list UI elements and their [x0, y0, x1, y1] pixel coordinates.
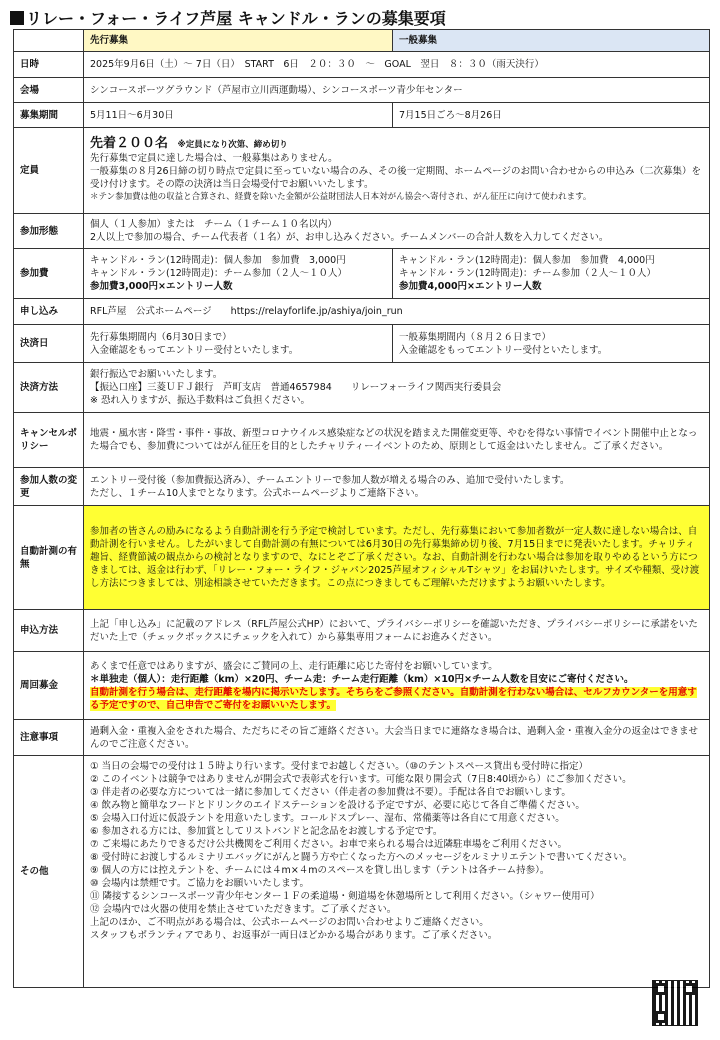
qr-finder-icon: [655, 1011, 667, 1023]
capacity-value: [84, 128, 710, 214]
venue-value: シンコースポーツグラウンド（芦屋市立川西運動場）、シンコースポーツ青少年センター: [84, 78, 710, 103]
recruitment-table: [13, 29, 710, 988]
fee-general-line2: キャンドル・ラン(12時間走)：チーム参加（２人～１０人）: [399, 268, 657, 279]
other-label: その他: [14, 756, 84, 988]
procedure-label: 申込方法: [14, 610, 84, 652]
other-item: ⑤ 会場入口付近に仮設テントを用意いたします。コールドスプレー、湿布、常備薬等は各自にて用意ください。: [90, 813, 565, 824]
header-early: 先行募集: [84, 30, 393, 52]
period-general: 7月15日ごろ～8月26日: [393, 103, 710, 128]
method-label: 決済方法: [14, 363, 84, 413]
notes-label: 注意事項: [14, 720, 84, 756]
date-label: 日時: [14, 52, 84, 78]
donation-value: [84, 652, 710, 720]
fee-early-line1: キャンドル・ラン(12時間走)：個人参加 参加費 3,000円: [90, 255, 346, 266]
settle-early-line1: 先行募集期間内（6月30日まで）: [90, 331, 232, 343]
cancel-value: 地震・風水害・降雪・事件・事故、新型コロナウイルス感染症などの状況を踏まえた開催変更等、やむを得ない事情でイベント開催中止となった場合でも、参加費についてはがん征圧を目的としたチャリティーイベントのため、原則として返金はいたしません。ご了承ください。: [84, 413, 710, 468]
other-item: ⑧ 受付時にお渡しするルミナリエバッグにがんと闘う方や亡くなった方へのメッセージをルミナリエテントで書いてください。: [90, 852, 633, 863]
settle-label: 決済日: [14, 325, 84, 363]
other-item: ① 当日の会場での受付は１５時より行います。受付までお越しください。（⑩のテントスペース貸出も受付時に指定）: [90, 761, 588, 772]
change-line2: ただし、１チーム10人までとなります。公式ホームページよりご連絡下さい。: [90, 487, 425, 499]
fee-general: [393, 249, 710, 299]
form-label: 参加形態: [14, 214, 84, 249]
change-label: 参加人数の変更: [14, 468, 84, 506]
timing-value: 参加者の皆さんの励みになるよう自動計測を行う予定で検討しています。ただし、先行募集において参加者数が一定人数に達しない場合は、自動計測を行いません。したがいまして自動計測の有無については6月30日の先行募集締め切り後、7月15日までに発表いたします。チャリティ趣旨、経費節減の観点からの検討となりますので、なにとぞご了承ください。なお、自動計測を行わない場合は参加を取りやめるという方につきましては、返金は行わず、「リレー・フォー・ライフ・ジャパン2025芦屋オフィシャルTシャツ」をお届けいたします。サイズや種類、受け渡し方法につきましては、別途相談させていただきます。この点につきましてもご理解いただけますようお願いいたします。: [84, 506, 710, 610]
page-title: [10, 6, 446, 29]
venue-label: 会場: [14, 78, 84, 103]
capacity-line2: 先行募集で定員に達した場合は、一般募集はありません。: [90, 153, 338, 164]
method-line1: 銀行振込でお願いいたします。: [90, 369, 223, 380]
other-item: ⑩ 会場内は禁煙です。ご協力をお願いいたします。: [90, 878, 310, 889]
donation-label: 周回募金: [14, 652, 84, 720]
date-value: 2025年9月6日（土）～ 7日（日） START 6日 ２０：３０ ～ GOAL 翌日 ８：３０（雨天決行）: [84, 52, 710, 78]
notes-value: 過剰入金・重複入金をされた場合、ただちにその旨ご連絡ください。大会当日までに連絡なき場合は、過剰入金・重複入金分の返金はできませんのでご注意ください。: [84, 720, 710, 756]
other-item: ⑨ 個人の方には控えテントを、チームには４m×４mのスペースを貸し出します（テントは各チーム持参）。: [90, 865, 550, 876]
other-item: スタッフもボランティアであり、お返事が一両日ほどかかる場合があります。ご了承ください。: [90, 930, 498, 941]
settle-early: [84, 325, 393, 363]
other-item: ⑫ 会場内では火器の使用を禁止させていただきます。ご了承ください。: [90, 904, 397, 915]
capacity-headline: 先着２００名: [90, 136, 169, 151]
fee-general-line3: 参加費4,000円×エントリー人数: [399, 281, 542, 292]
other-item: ⑥ 参加される方には、参加賞としてリストバンドと記念品をお渡しする予定です。: [90, 826, 443, 837]
other-list: [90, 760, 703, 942]
qr-finder-icon: [683, 983, 695, 995]
fee-early-line2: キャンドル・ラン(12時間走)：チーム参加（２人～１０人）: [90, 268, 348, 279]
other-item: ⑪ 隣接するシンコースポーツ青少年センター１Ｆの柔道場・剣道場を休憩場所として利用ください。（シャワー使用可）: [90, 891, 600, 902]
change-value: [84, 468, 710, 506]
other-item: 上記のほか、ご不明点がある場合は、公式ホームページのお問い合わせよりご連絡ください。: [90, 917, 489, 928]
page-title-text: リレー・フォー・ライフ芦屋 キャンドル・ランの募集要項: [26, 9, 446, 28]
capacity-line4: ＊テン参加費は他の収益と合算され、経費を除いた金額が公益財団法人日本対がん協会へ寄付され、がん征圧に向けて使われます。: [90, 192, 592, 202]
other-item: ⑦ ご来場にあたりできるだけ公共機関をご利用ください。お車で来られる場合は近隣駐車場をご利用ください。: [90, 839, 568, 850]
capacity-line3: 一般募集の８月26日締の切り時点で定員に至っていない場合のみ、その後一定期間、ホームページのお問い合わせからの申込み（二次募集）を受け付けます。その際の決済は当日会場受付でお願いいたします。: [90, 166, 701, 190]
capacity-note: ※定員になり次第、締め切り: [177, 140, 288, 150]
header-general: 一般募集: [393, 30, 710, 52]
period-early: 5月11日～6月30日: [84, 103, 393, 128]
method-line3: ※ 恐れ入りますが、振込手数料はご負担ください。: [90, 395, 310, 406]
other-value: [84, 756, 710, 988]
square-bullet-icon: [10, 11, 24, 25]
timing-label: 自動計測の有無: [14, 506, 84, 610]
method-value: [84, 363, 710, 413]
period-label: 募集期間: [14, 103, 84, 128]
donation-line2: ＊単独走（個人）：走行距離（km）×20円、チーム走：チーム走行距離（km）×10円×チーム人数を目安にご寄付ください。: [90, 673, 634, 685]
capacity-label: 定員: [14, 128, 84, 214]
procedure-value: 上記「申し込み」に記載のアドレス（RFL芦屋公式HP）において、プライバシーポリシーを確認いただき、プライバシーポリシーに承諾をいただいた上で（チェックボックスにチェックを入れて）から募集専用フォームにお進みください。: [84, 610, 710, 652]
apply-label: 申し込み: [14, 299, 84, 325]
header-blank: [14, 30, 84, 52]
fee-general-line1: キャンドル・ラン(12時間走)：個人参加 参加費 4,000円: [399, 255, 655, 266]
donation-line3: 自動計測を行う場合は、走行距離を場内に掲示いたします。そちらをご参照ください。自動計測を行わない場合は、セルフカウンターを用意する予定ですので、自己申告でご寄付をお願いいたします。: [90, 686, 697, 711]
method-line2: 【振込口座】三菱ＵＦＪ銀行 芦町支店 普通4657984 リレーフォーライフ関西実行委員会: [90, 382, 502, 393]
settle-general-line1: 一般募集期間内（８月２６日まで）: [399, 331, 552, 343]
qr-code-icon[interactable]: [652, 980, 698, 1026]
change-line1: エントリー受付後（参加費振込済み）、チームエントリーで参加人数が増える場合のみ、追加で受付いたします。: [90, 474, 570, 486]
form-value: [84, 214, 710, 249]
fee-early-line3: 参加費3,000円×エントリー人数: [90, 281, 233, 292]
form-line1: 個人（１人参加）または チーム（１チーム１０名以内）: [90, 219, 338, 230]
fee-label: 参加費: [14, 249, 84, 299]
other-item: ② このイベントは競争ではありませんが開会式で表彰式を行います。可能な限り開会式（7日8:40頃から）にご参加ください。: [90, 774, 632, 785]
form-line2: 2人以上で参加の場合、チーム代表者（１名）が、お申し込みください。チームメンバーの合計人数を入力してください。: [90, 232, 609, 243]
settle-general-line2: 入金確認をもってエントリー受付といたします。: [399, 344, 608, 356]
fee-early: [84, 249, 393, 299]
apply-value: RFL芦屋 公式ホームページ https://relayforlife.jp/ashiya/join_run: [84, 299, 710, 325]
settle-general: [393, 325, 710, 363]
other-item: ③ 伴走者の必要な方については一緒に参加してください（伴走者の参加費は不要）。手配は各自でお願いします。: [90, 787, 571, 798]
settle-early-line2: 入金確認をもってエントリー受付といたします。: [90, 344, 299, 356]
cancel-label: キャンセルポリシー: [14, 413, 84, 468]
donation-line1: あくまで任意ではありますが、盛会にご賛同の上、走行距離に応じた寄付をお願いしています。: [90, 660, 498, 672]
other-item: ④ 飲み物と簡単なフードとドリンクのエイドステーションを設ける予定ですが、必要に応じて各自ご準備ください。: [90, 800, 585, 811]
qr-finder-icon: [655, 983, 667, 995]
